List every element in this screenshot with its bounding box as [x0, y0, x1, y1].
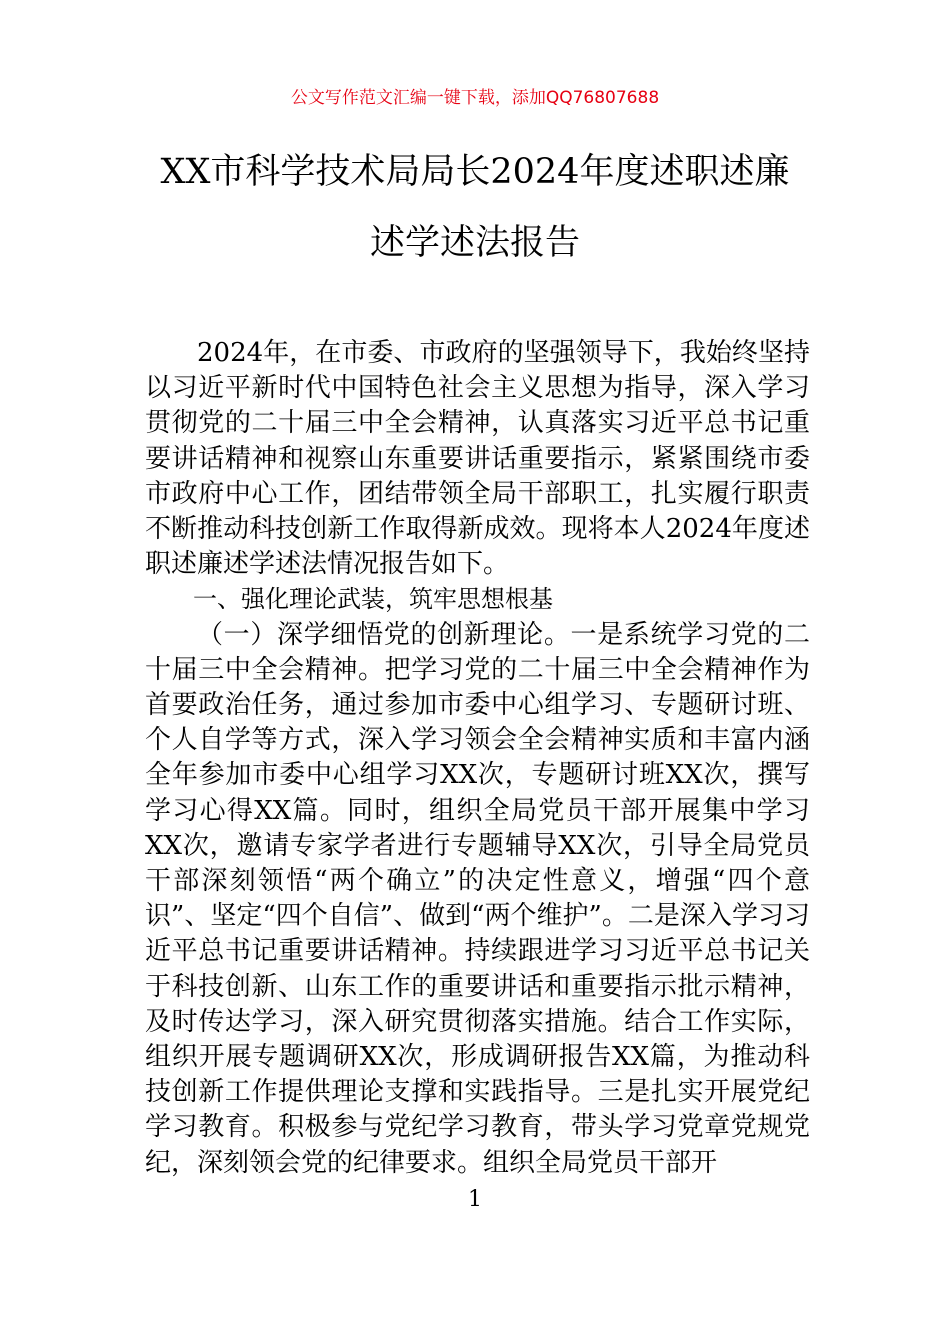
page-number: 1 — [468, 1187, 482, 1212]
document-title-line-1: XX市科学技术局局长2024年度述职述廉 — [160, 152, 790, 192]
document-body — [145, 336, 810, 1181]
intro-paragraph: 2024年，在市委、市政府的坚强领导下，我始终坚持以习近平新时代中国特色社会主义思想为指导，深入学习贯彻党的二十届三中全会精神，认真落实习近平总书记重要讲话精神和视察山东重要讲话重要指示，紧紧围绕市委市政府中心工作，团结带领全局干部职工，扎实履行职责不断推动科技创新工作取得新成效。现将本人2024年度述职述廉述学述法情况报告如下。 — [145, 338, 810, 580]
download-notice: 公文写作范文汇编一键下载，添加QQ76807688 — [290, 88, 660, 108]
section-heading-1: 一、强化理论武装，筑牢思想根基 — [193, 585, 553, 614]
document-title-line-2: 述学述法报告 — [369, 223, 580, 263]
section-1-paragraph-1: （一）深学细悟党的创新理论。一是系统学习党的二十届三中全会精神。把学习党的二十届三中全会精神作为首要政治任务，通过参加市委中心组学习、专题研讨班、个人自学等方式，深入学习领会全会精神实质和丰富内涵全年参加市委中心组学习XX次，专题研讨班XX次，撰写学习心得XX篇。同时，组织全局党员干部开展集中学习XX次，邀请专家学者进行专题辅导XX次，引导全局党员干部深刻领悟“两个确立”的决定性意义，增强“四个意识”、坚定“四个自信”、做到“两个维护”。二是深入学习习近平总书记重要讲话精神。持续跟进学习习近平总书记关于科技创新、山东工作的重要讲话和重要指示批示精神，及时传达学习，深入研究贯彻落实措施。结合工作实际，组织开展专题调研XX次，形成调研报告XX篇，为推动科技创新工作提供理论支撑和实践指导。三是扎实开展党纪学习教育。积极参与党纪学习教育，带头学习党章党规党纪，深刻领会党的纪律要求。组织全局党员干部开 — [145, 619, 810, 1178]
